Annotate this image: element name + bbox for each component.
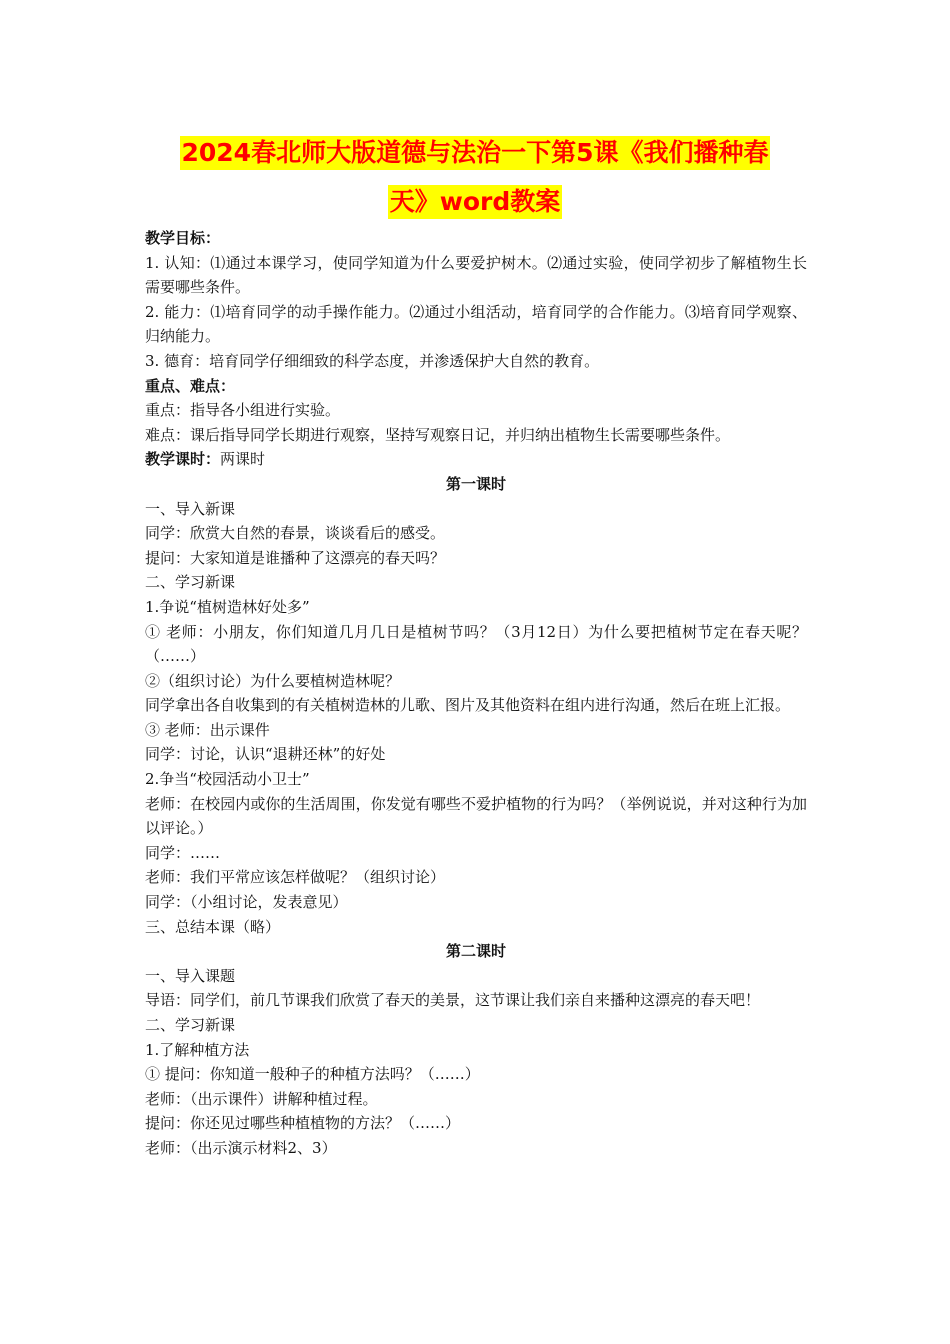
bold-label: 教学课时： [145, 450, 221, 469]
text-line: 同学：（小组讨论，发表意见） [145, 893, 348, 912]
text-line: 同学：欣赏大自然的春景，谈谈看后的感受。 [145, 524, 446, 543]
text-line: 一、导入课题 [145, 966, 236, 985]
section-heading: 第一课时 [445, 474, 506, 493]
text-line: 一、导入新课 [145, 499, 236, 518]
text-line: 老师：（出示课件）讲解种植过程。 [145, 1089, 378, 1108]
text-line: 提问：你还见过哪些种植植物的方法？（……） [145, 1114, 461, 1133]
text-line: 2.争当“校园活动小卫士” [145, 770, 310, 789]
text-line: 三、总结本课（略） [145, 917, 281, 936]
text-line: 1.了解种植方法 [145, 1040, 250, 1059]
text-line: 3. 德育：培育同学仔细细致的科学态度，并渗透保护大自然的教育。 [145, 351, 600, 370]
text-line: 老师：在校园内或你的生活周围，你发觉有哪些不爱护植物的行为吗？（举例说说，并对这种行为加以评论。） [145, 794, 807, 838]
text-line: 同学拿出各自收集到的有关植树造林的儿歌、图片及其他资料在组内进行沟通，然后在班上汇报。 [145, 696, 791, 715]
text-line: 1. 认知：⑴通过本课学习，使同学知道为什么要爱护树木。⑵通过实验，使同学初步了解植物生长需要哪些条件。 [145, 253, 807, 297]
document-body [145, 226, 807, 1161]
text-line: 二、学习新课 [145, 1016, 236, 1034]
text-line: 二、学习新课 [145, 573, 236, 592]
text-line: 老师：（出示演示材料2、3） [145, 1138, 337, 1157]
label-value: 两课时 [220, 450, 266, 469]
document-title-line-2: 天》word教案 [388, 185, 563, 219]
text-line: 2. 能力：⑴培育同学的动手操作能力。⑵通过小组活动，培育同学的合作能力。⑶培育同学观察、归纳能力。 [145, 302, 807, 346]
title-line-2-wrap [0, 185, 950, 219]
text-line: 1.争说“植树造林好处多” [145, 597, 310, 616]
text-line: ③ 老师：出示课件 [145, 720, 270, 739]
text-line: ① 提问：你知道一般种子的种植方法吗？（……） [145, 1065, 480, 1084]
text-line: 难点：课后指导同学长期进行观察，坚持写观察日记，并归纳出植物生长需要哪些条件。 [145, 425, 731, 444]
text-line: ① 老师：小朋友，你们知道几月几日是植树节吗？（3月12日）为什么要把植树节定在春天呢？（……） [145, 622, 807, 666]
text-line: 同学：讨论，认识“退耕还林”的好处 [145, 745, 386, 764]
bold-heading: 重点、难点： [145, 376, 236, 395]
text-line: 提问：大家知道是谁播种了这漂亮的春天吗？ [145, 548, 446, 567]
section-heading: 第二课时 [445, 942, 506, 961]
text-line: ②（组织讨论）为什么要植树造林呢？ [145, 671, 401, 690]
document-title-line-1: 2024春北师大版道德与法治一下第5课《我们播种春 [180, 136, 771, 170]
title-line-1-wrap [0, 136, 950, 170]
text-line: 导语：同学们，前几节课我们欣赏了春天的美景，这节课让我们亲自来播种这漂亮的春天吧！ [145, 991, 761, 1010]
text-line: 重点：指导各小组进行实验。 [145, 401, 341, 420]
text-line [145, 447, 807, 472]
bold-heading: 教学目标： [145, 229, 221, 247]
text-line: 老师：我们平常应该怎样做呢？（组织讨论） [145, 868, 446, 887]
text-line: 同学：…… [145, 843, 221, 862]
